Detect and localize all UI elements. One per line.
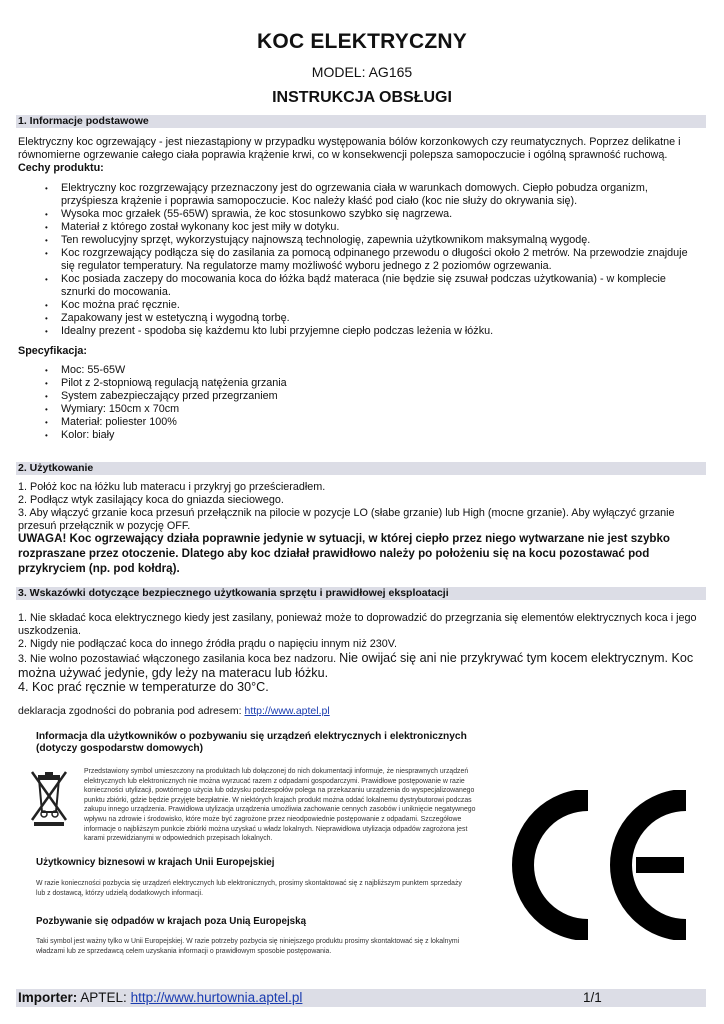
list-item: • System zabezpieczający przed przegrzaniem bbox=[18, 390, 698, 403]
list-item: • Wysoka moc grzałek (55-65W) sprawia, że koc stosunkowo szybko się nagrzewa. bbox=[18, 208, 698, 221]
usage-step-1: 1. Połóż koc na łóżku lub materacu i przykryj go prześcieradłem. bbox=[18, 481, 326, 493]
declaration-link[interactable]: http://www.aptel.pl bbox=[244, 705, 330, 717]
section-2-heading: 2. Użytkowanie bbox=[16, 462, 706, 475]
document-subtitle: INSTRUKCJA OBSŁUGI bbox=[272, 89, 452, 106]
features-list bbox=[18, 182, 698, 338]
importer-label: Importer: bbox=[18, 990, 78, 1005]
page-number: 1/1 bbox=[583, 990, 602, 1005]
footer-bar bbox=[16, 989, 706, 1007]
usage-warning: UWAGA! Koc ogrzewający działa poprawnie jedynie w sytuacji, w której ciepło przez niego wytwarzane nie jest szybko rozpraszane przez otoczenie. Dlatego aby koc działał prawidłowo należy po położeniu się na kocu pozostawać pod przykryciem (np. pod kołdrą). bbox=[18, 532, 671, 575]
usage-step-3: 3. Aby włączyć grzanie koca przesuń przełącznik na pilocie w pozycje LO (słabe grzanie) lub High (mocne grzanie). Aby wyłączyć grzanie przesuń przełącznik w pozycję OFF. bbox=[18, 507, 675, 532]
safety-item-4: 4. Koc prać ręcznie w temperaturze do 30°C. bbox=[18, 680, 269, 694]
declaration-text: deklaracja zgodności do pobrania pod adresem: bbox=[18, 705, 242, 717]
usage-step-2: 2. Podłącz wtyk zasilający koca do gniazda sieciowego. bbox=[18, 494, 284, 506]
list-item: • Idealny prezent - spodoba się każdemu kto lubi przyjemne ciepło podczas leżenia w łóżku. bbox=[18, 325, 698, 338]
outside-eu-body: Taki symbol jest ważny tylko w Unii Europejskiej. W razie potrzeby pozbycia się niniejszego produktu prosimy skontaktować się z lokalnymi władzami lub ze sprzedawcą celem uzyskania informacji o prawidłowym sposobie postępowania. bbox=[36, 938, 460, 955]
weee-body: Przedstawiony symbol umieszczony na produktach lub dołączonej do nich dokumentacji informuje, że niesprawnych urządzeń elektrycznych lub elektronicznych nie można wyrzucać razem z odpadami gospodarczymi. Prawidłowe postępowanie w razie konieczności utylizacji, powtórnego użycia lub odzysku podzespołów polega na przekazaniu urządzenia do wyspecjalizowanego punktu zbiórki, gdzie będzie przyjęte bezpłatnie. W niektórych krajach produkt można oddać lokalnemu dystrybutorowi podczas zakupu innego urządzenia. Prawidłowa utylizacja urządzenia umożliwia zachowanie cennych zasobów i uniknięcie negatywnego wpływu na zdrowie i środowisko, które może być zagrożone przez nieodpowiednie postępowanie z odpadami. Szczegółowe informacje o najbliższym punkcie zbiórki można uzyskać u władz lokalnych. Nieprawidłowa utylizacja odpadów zagrożona jest karami przewidzianymi w odpowiednich przepisach lokalnych. bbox=[84, 768, 476, 843]
spec-list bbox=[18, 364, 698, 442]
weee-crossed-bin-icon bbox=[24, 768, 74, 828]
list-item: • Koc rozgrzewający podłącza się do zasilania za pomocą odpinanego przewodu o długości około 2 metrów. Na przewodzie znajduje się regulator temperatury. Na regulatorze mamy możliwość wyboru jednego z 2 poziomów ogrzewania. bbox=[18, 247, 698, 273]
safety-item-3-warning: Nie owijać się ani nie przykrywać tym kocem elektrycznym. Koc można używać jedynie, gdy leży na materacu lub łóżku. bbox=[18, 651, 694, 680]
safety-item-2: 2. Nigdy nie podłączać koca do innego źródła prądu o napięciu innym niż 230V. bbox=[18, 638, 397, 650]
features-label: Cechy produktu: bbox=[18, 162, 104, 174]
importer-link[interactable]: http://www.hurtownia.aptel.pl bbox=[130, 990, 303, 1005]
safety-item-3 bbox=[18, 651, 708, 681]
importer-name: APTEL: bbox=[80, 990, 127, 1005]
safety-item-1: 1. Nie składać koca elektrycznego kiedy jest zasilany, ponieważ może to doprowadzić do przegrzania się elementów elektrycznych koca i jego uszkodzenia. bbox=[18, 612, 697, 637]
list-item: • Koc posiada zaczepy do mocowania koca do łóżka bądź materaca (nie będzie się zsuwał podczas użytkowania) - w komplecie sznurki do mocowania. bbox=[18, 273, 698, 299]
list-item: • Wymiary: 150cm x 70cm bbox=[18, 403, 698, 416]
declaration-line bbox=[18, 705, 708, 718]
document-title: KOC ELEKTRYCZNY bbox=[257, 30, 467, 53]
list-item: • Materiał: poliester 100% bbox=[18, 416, 698, 429]
list-item: • Elektryczny koc rozgrzewający przeznaczony jest do ogrzewania ciała w warunkach domowych. Ciepło pobudza organizm, przyśpiesza krążenie i poprawia samopoczucie. Koc należy kłaść pod ciało (koc nie służy do okrywania się). bbox=[18, 182, 698, 208]
business-body: W razie konieczności pozbycia się urządzeń elektrycznych lub elektronicznych, prosimy skontaktować się z najbliższym punktem sprzedaży lub z dostawcą, którzy udzielą dodatkowych informacji. bbox=[36, 880, 462, 897]
list-item: • Materiał z którego został wykonany koc jest miły w dotyku. bbox=[18, 221, 698, 234]
list-item: • Kolor: biały bbox=[18, 429, 698, 442]
list-item: • Moc: 55-65W bbox=[18, 364, 698, 377]
ce-mark-icon bbox=[496, 790, 708, 940]
list-item: • Pilot z 2-stopniową regulacją natężenia grzania bbox=[18, 377, 698, 390]
outside-eu-title: Pozbywanie się odpadów w krajach poza Unią Europejską bbox=[36, 916, 307, 927]
section-1-intro: Elektryczny koc ogrzewający - jest niezastąpiony w przypadku występowania bólów korzonkowych czy reumatycznych. Poprzez delikatne i równomierne ogrzewanie całego ciała poprawia krążenie krwi, co w konsekwencji polepsza samopoczucie i ogólną sprawność ruchową. bbox=[18, 136, 681, 161]
weee-title: Informacja dla użytkowników o pozbywaniu się urządzeń elektrycznych i elektronicznych (dotyczy gospodarstw domowych) bbox=[36, 731, 467, 754]
list-item: • Ten rewolucyjny sprzęt, wykorzystujący najnowszą technologię, zapewnia użytkownikom maksymalną wygodę. bbox=[18, 234, 698, 247]
business-title: Użytkownicy biznesowi w krajach Unii Europejskiej bbox=[36, 857, 275, 868]
section-3-heading: 3. Wskazówki dotyczące bezpiecznego użytkowania sprzętu i prawidłowej eksploatacji bbox=[16, 587, 706, 600]
list-item: • Zapakowany jest w estetyczną i wygodną torbę. bbox=[18, 312, 698, 325]
spec-label: Specyfikacja: bbox=[18, 345, 88, 357]
section-1-heading: 1. Informacje podstawowe bbox=[16, 115, 706, 128]
safety-item-3-text: 3. Nie wolno pozostawiać włączonego zasilania koca bez nadzoru. bbox=[18, 653, 337, 665]
model-number: MODEL: AG165 bbox=[311, 64, 413, 80]
list-item: • Koc można prać ręcznie. bbox=[18, 299, 698, 312]
